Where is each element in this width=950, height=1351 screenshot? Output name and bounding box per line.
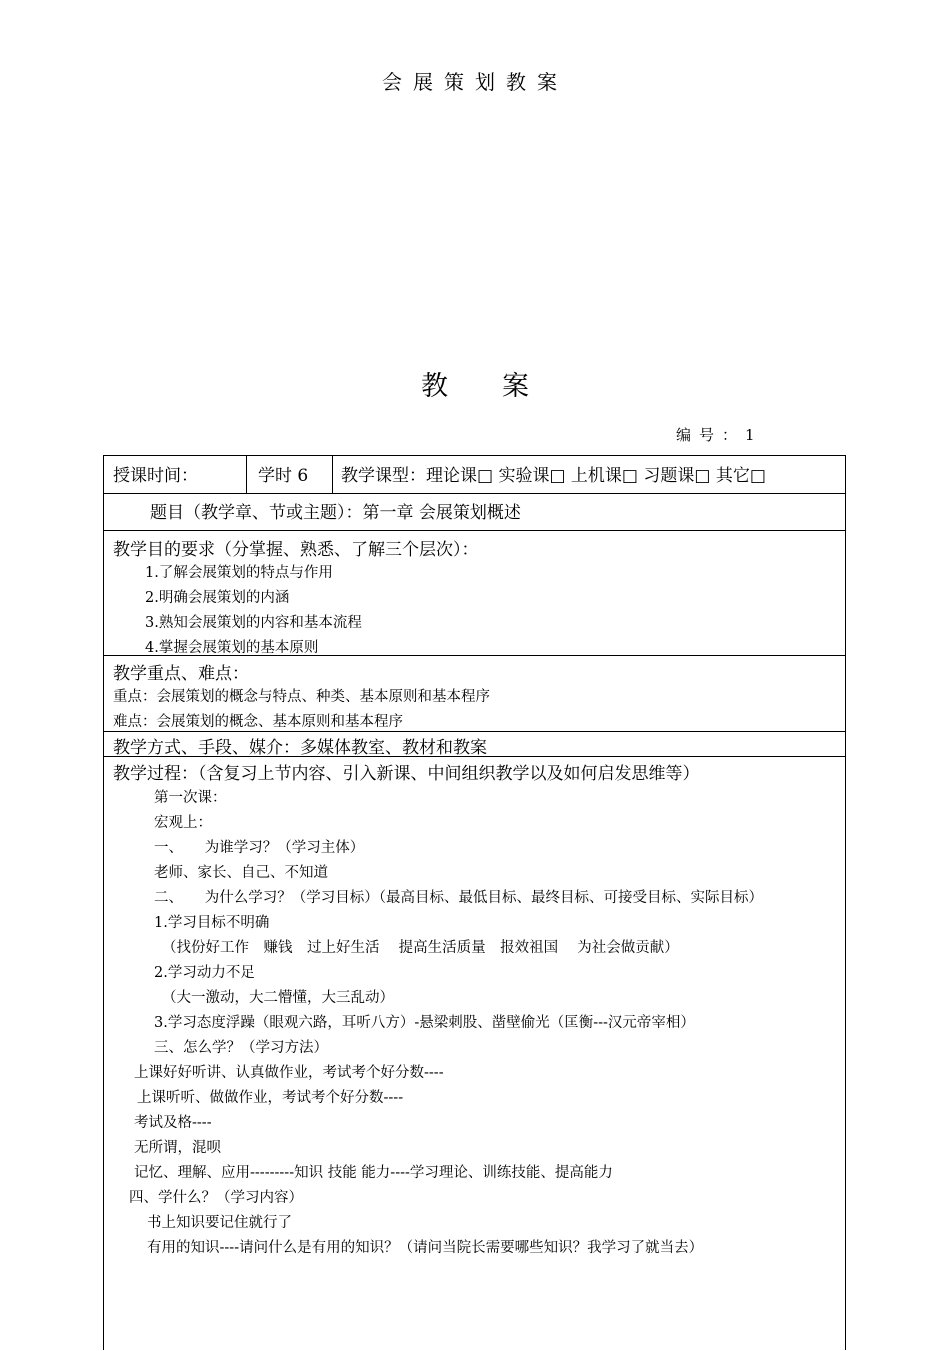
key-point-text: 重点：会展策划的概念与特点、种类、基本原则和基本程序 <box>113 689 490 705</box>
key-points-heading: 教学重点、难点： <box>113 664 249 684</box>
process-line: 一、 为谁学习？（学习主体） <box>154 840 365 856</box>
lesson-plan-table <box>103 455 846 1350</box>
process-line: 二、 为什么学习？（学习目标）（最高目标、最低目标、最终目标、可接受目标、实际目标） <box>154 890 763 906</box>
objectives-heading: 教学目的要求（分掌握、熟悉、了解三个层次）： <box>113 540 479 560</box>
objective-item: 1.了解会展策划的特点与作用 <box>145 565 333 581</box>
objective-item: 3.熟知会展策划的内容和基本流程 <box>145 615 362 631</box>
process-line: 四、学什么？（学习内容） <box>129 1190 303 1206</box>
process-line: 3.学习态度浮躁（眼观六路，耳听八方）-悬梁刺股、凿壁偷光（匡衡---汉元帝宰相） <box>154 1015 695 1031</box>
process-line: 上课听听、做做作业，考试考个好分数---- <box>137 1090 404 1106</box>
topic-row <box>104 494 845 531</box>
process-row <box>104 757 845 1351</box>
process-line: 2.学习动力不足 <box>154 965 255 981</box>
serial-number <box>676 424 755 445</box>
methods-row <box>104 732 845 757</box>
process-line: 三、怎么学？（学习方法） <box>154 1040 328 1056</box>
process-line: （大一激动，大二懵懂，大三乱动） <box>162 990 394 1006</box>
difficult-point-text: 难点：会展策划的概念、基本原则和基本程序 <box>113 714 403 730</box>
process-line: 考试及格---- <box>134 1115 212 1131</box>
time-cell <box>104 456 246 493</box>
serial-label: 编号： <box>676 426 746 444</box>
process-line: 有用的知识----请问什么是有用的知识？（请问当院长需要哪些知识？我学习了就当去） <box>147 1240 704 1256</box>
objective-item: 2.明确会展策划的内涵 <box>145 590 290 606</box>
header-row <box>104 456 845 494</box>
process-line: 上课好好听讲、认真做作业，考试考个好分数---- <box>134 1065 444 1081</box>
serial-value: 1 <box>745 426 755 444</box>
process-line: 宏观上： <box>154 815 212 831</box>
hours-value: 学时 6 <box>258 466 309 486</box>
process-line: （找份好工作 赚钱 过上好生活 提高生活质量 报效祖国 为社会做贡献） <box>162 940 679 956</box>
course-type <box>341 461 766 486</box>
process-line: 无所谓，混呗 <box>134 1140 221 1156</box>
course-type-label: 教学课型： <box>341 466 426 486</box>
process-line: 书上知识要记住就行了 <box>147 1215 292 1231</box>
document-title: 会展策划教案 <box>382 70 568 94</box>
course-type-options: 理论课□ 实验课□ 上机课□ 习题课□ 其它□ <box>426 466 766 486</box>
objective-item: 4.掌握会展策划的基本原则 <box>145 640 319 656</box>
process-line: 记忆、理解、应用---------知识 技能 能力----学习理论、训练技能、提高能力 <box>134 1165 613 1181</box>
methods-text: 教学方式、手段、媒介：多媒体教室、教材和教案 <box>113 738 487 758</box>
topic-text: 题目（教学章、节或主题）：第一章 会展策划概述 <box>150 503 521 523</box>
process-line: 老师、家长、自己、不知道 <box>154 865 328 881</box>
key-points-row <box>104 656 845 732</box>
hours-cell <box>246 456 332 493</box>
objectives-row <box>104 531 845 656</box>
lesson-plan-title: 教案 <box>421 371 583 402</box>
process-line: 第一次课： <box>154 790 227 806</box>
time-label: 授课时间： <box>113 466 198 486</box>
process-line: 1.学习目标不明确 <box>154 915 270 931</box>
process-heading: 教学过程：（含复习上节内容、引入新课、中间组织教学以及如何启发思维等） <box>113 764 700 784</box>
course-type-cell <box>332 456 845 493</box>
